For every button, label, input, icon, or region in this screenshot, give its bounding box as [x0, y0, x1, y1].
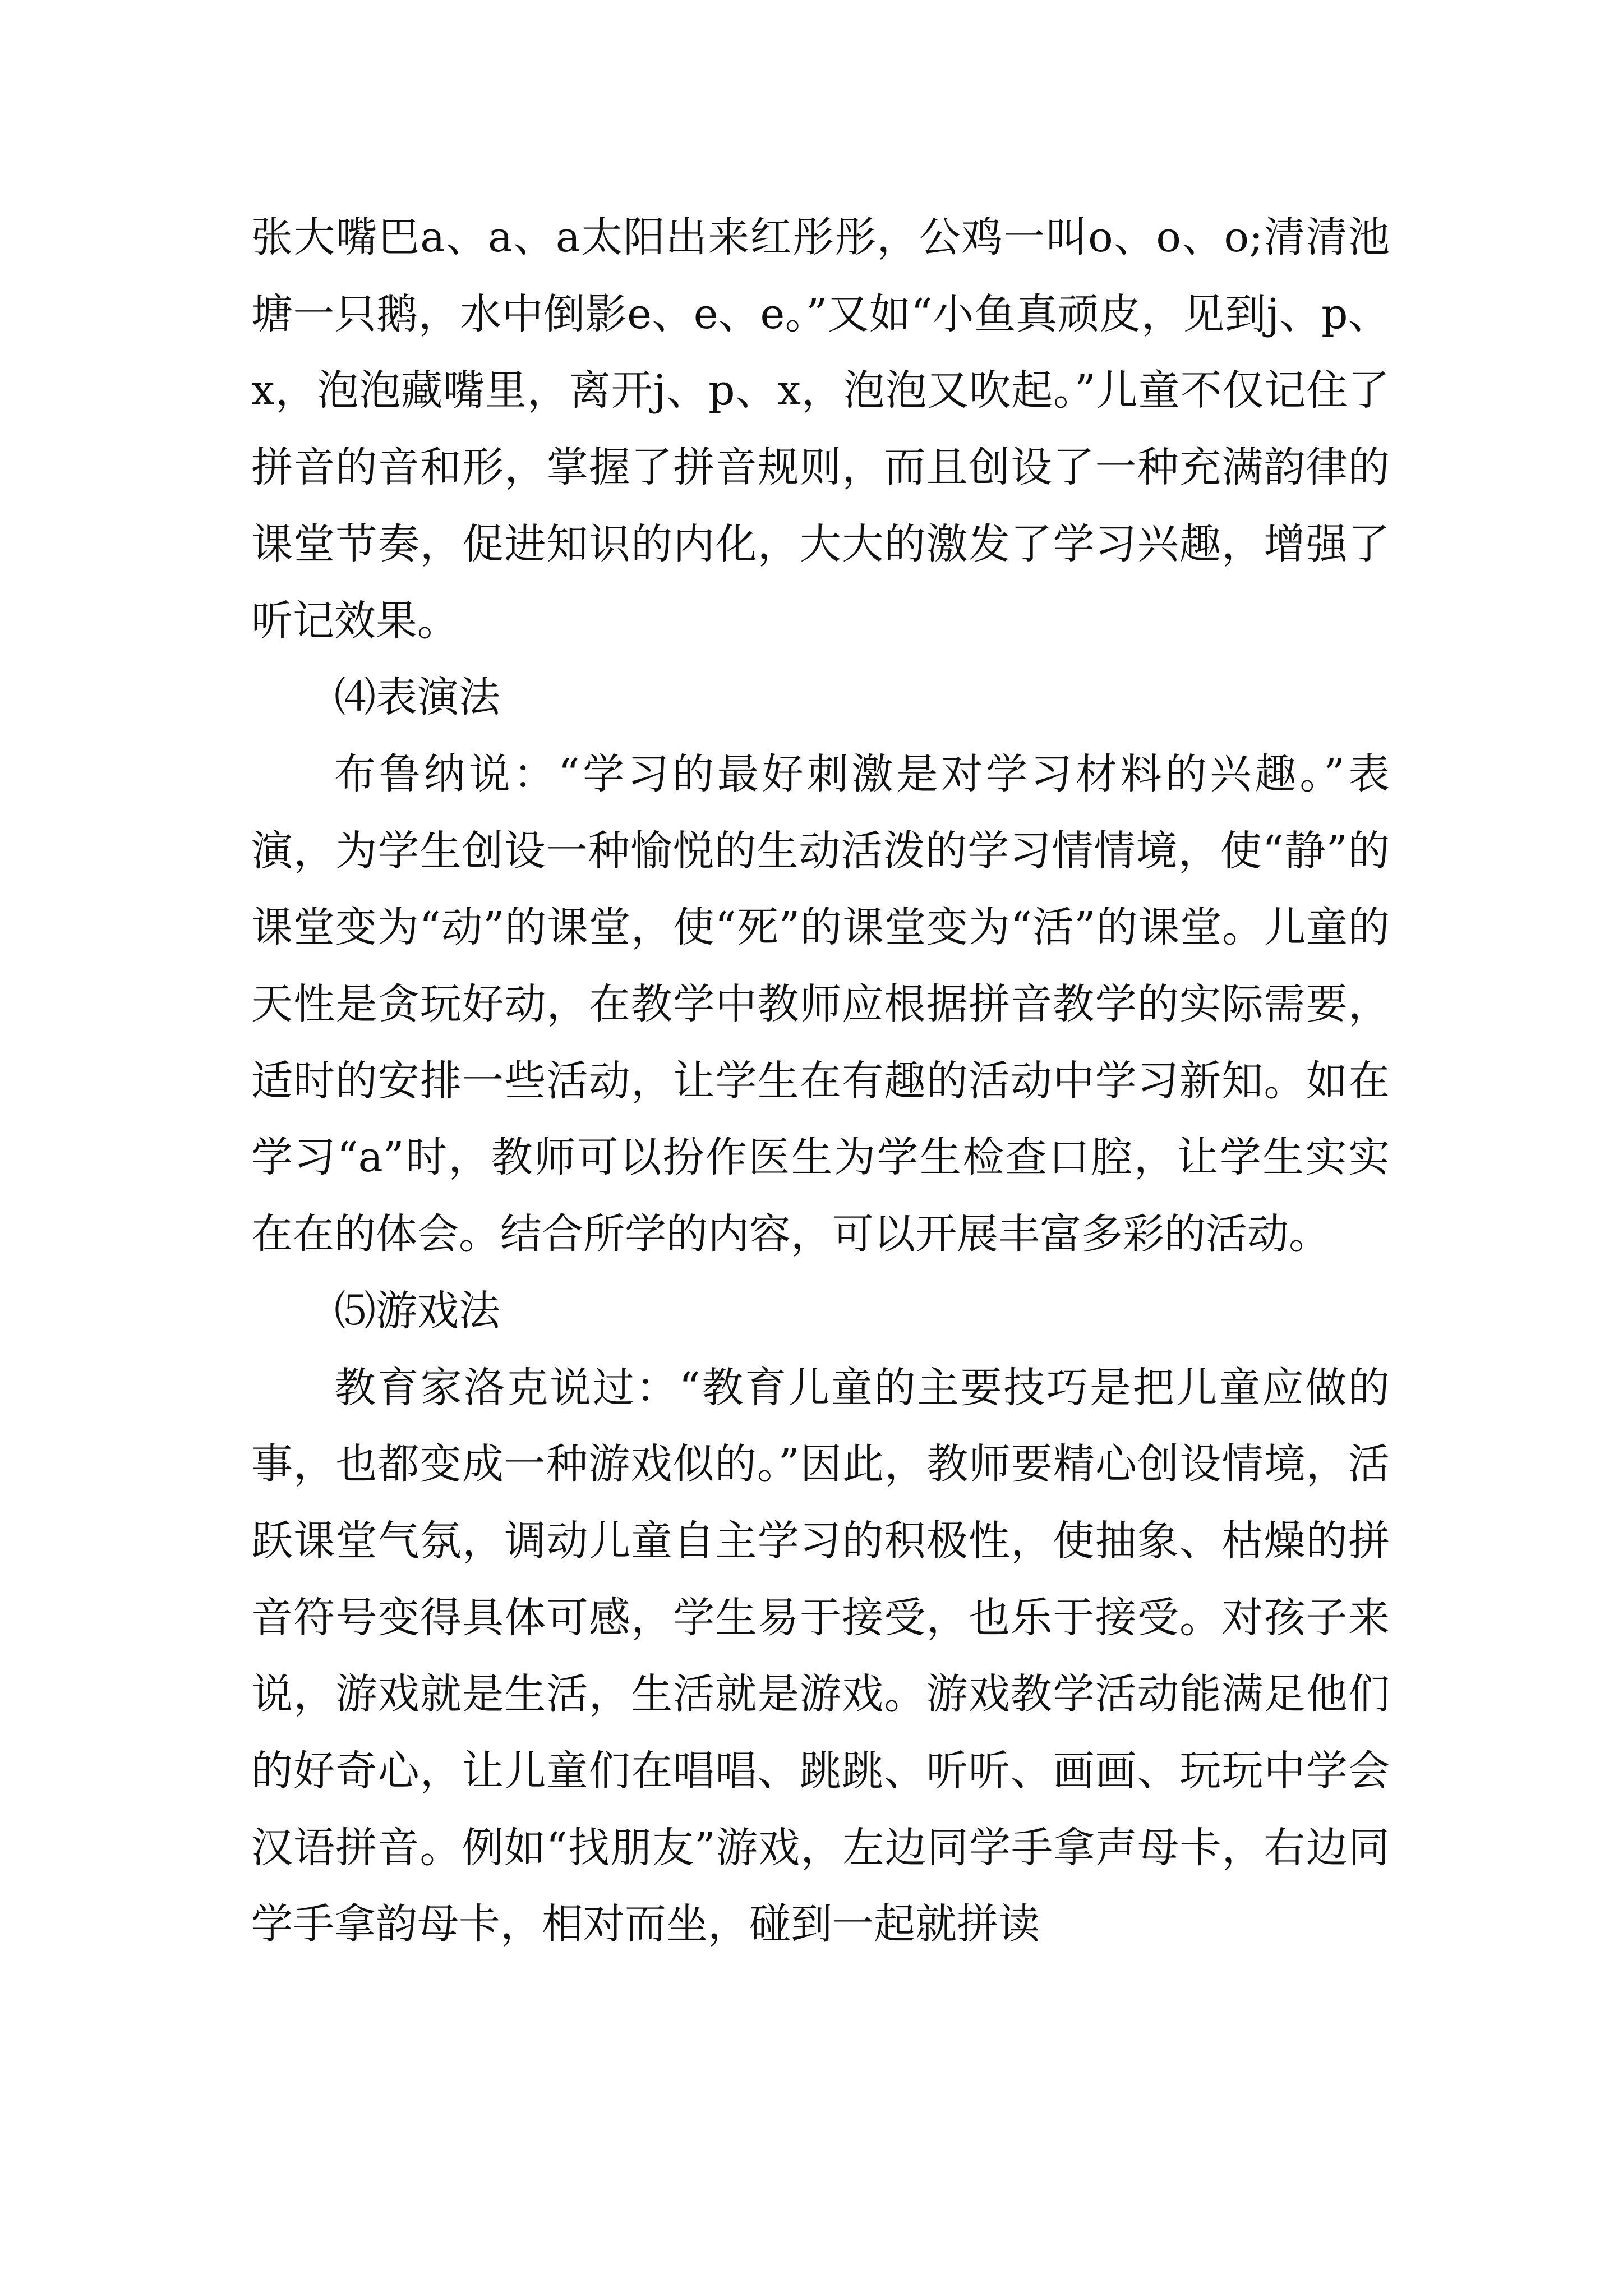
section-heading-performance-method: ⑷表演法 — [334, 673, 500, 722]
document-body — [251, 199, 1390, 1963]
paragraph-pinyin-rhymes: 张大嘴巴a、a、a太阳出来红彤彤，公鸡一叫o、o、o;清清池塘一只鹅，水中倒影e、e、e。”又如“小鱼真顽皮，见到j、p、x，泡泡藏嘴里，离开j、p、x，泡泡又吹起。”儿童不仅记住了拼音的音和形，掌握了拼音规则，而且创设了一种充满韵律的课堂节奏，促进知识的内化，大大的激发了学习兴趣，增强了听记效果。 — [251, 213, 1390, 645]
paragraph-game-method: 教育家洛克说过：“教育儿童的主要技巧是把儿童应做的事，也都变成一种游戏似的。”因此，教师要精心创设情境，活跃课堂气氛，调动儿童自主学习的积极性，使抽象、枯燥的拼音符号变得具体可感，学生易于接受，也乐于接受。对孩子来说，游戏就是生活，生活就是游戏。游戏教学活动能满足他们的好奇心，让儿童们在唱唱、跳跳、听听、画画、玩玩中学会汉语拼音。例如“找朋友”游戏，左边同学手拿声母卡，右边同学手拿韵母卡，相对而坐，碰到一起就拼读 — [251, 1363, 1390, 1949]
paragraph-performance-method: 布鲁纳说：“学习的最好刺激是对学习材料的兴趣。”表演，为学生创设一种愉悦的生动活泼的学习情情境，使“静”的课堂变为“动”的课堂，使“死”的课堂变为“活”的课堂。儿童的天性是贪玩好动，在教学中教师应根据拼音教学的实际需要，适时的安排一些活动，让学生在有趣的活动中学习新知。如在学习“a”时，教师可以扮作医生为学生检查口腔，让学生实实在在的体会。结合所学的内容，可以开展丰富多彩的活动。 — [251, 749, 1390, 1259]
section-heading-game-method: ⑸游戏法 — [334, 1286, 500, 1335]
